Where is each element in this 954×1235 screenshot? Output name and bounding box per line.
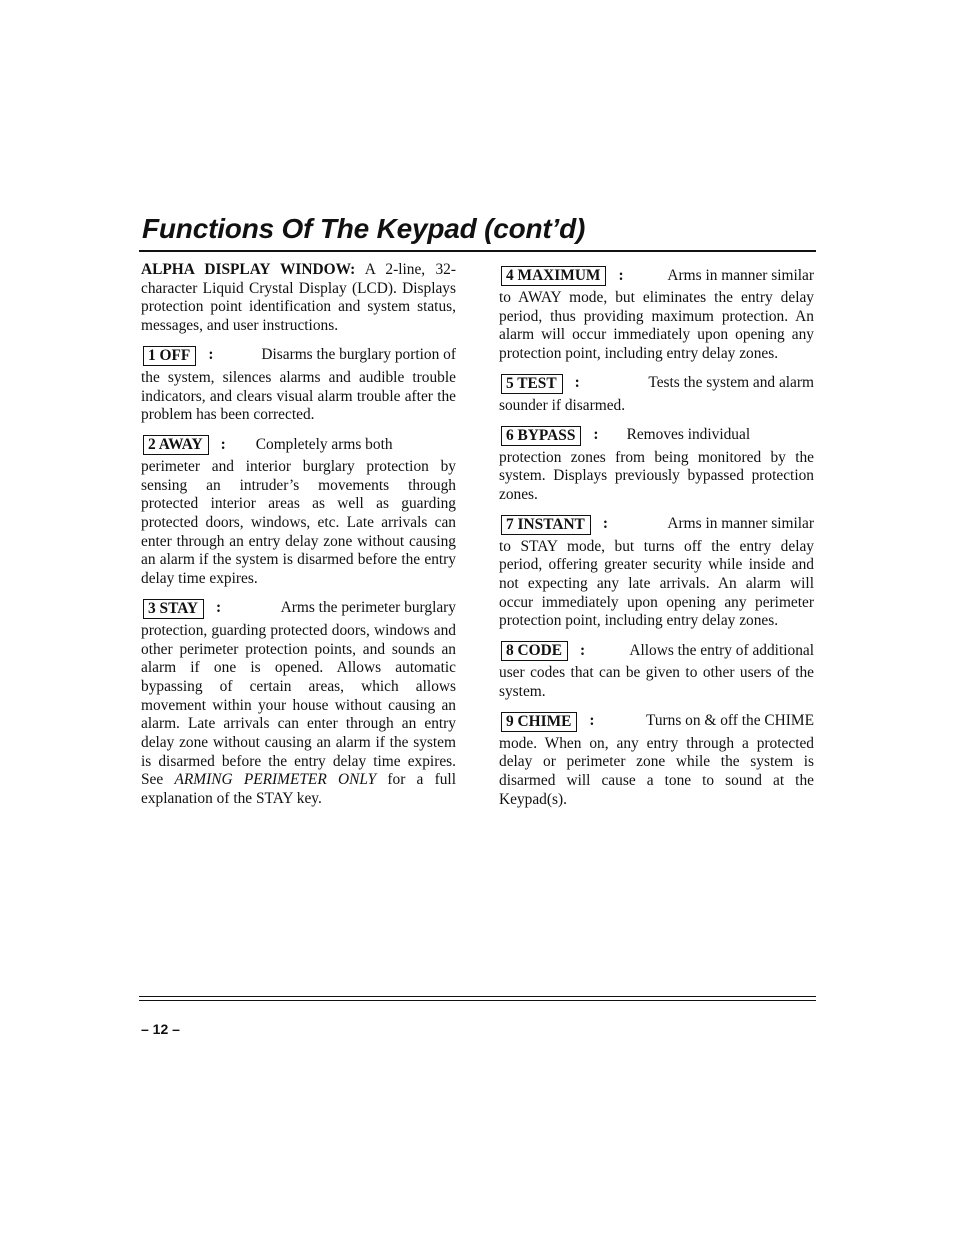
key-6-bypass-first-line: Removes individual	[626, 426, 751, 444]
key-entry-5-test	[499, 374, 814, 416]
key-2-away-description: perimeter and interior burglary protection by sensing an intruder’s movements through protected interior areas as well as guarding protected doors, windows, etc. Late arrivals can enter through an entry delay zone without causing an alarm if the system is disarmed before the entry delay time expires.	[141, 457, 456, 588]
key-6-bypass-description: protection zones from being monitored by the system. Displays previously bypassed protection zones.	[499, 448, 814, 503]
key-entry-9-chime	[499, 712, 814, 810]
key-8-code-first-line: Allows the entry of additional	[629, 641, 814, 659]
key-2-away-label: 2 AWAY	[143, 435, 209, 455]
key-9-chime-label: 9 CHIME	[501, 712, 577, 732]
key-4-maximum-first-line: Arms in manner similar	[667, 266, 814, 284]
right-column	[499, 266, 814, 819]
alpha-display-text: A 2-line, 32-character Liquid Crystal Display (LCD). Displays protection point identification and system status, messages, and user instructions.	[141, 261, 456, 335]
key-entry-8-code	[499, 641, 814, 701]
key-1-off-label: 1 OFF	[143, 346, 196, 366]
key-colon: :	[602, 515, 608, 533]
alpha-display-label: ALPHA DISPLAY WINDOW:	[141, 261, 356, 278]
key-5-test-label: 5 TEST	[501, 374, 563, 394]
key-8-code-label: 8 CODE	[501, 641, 568, 661]
key-4-maximum-label: 4 MAXIMUM	[501, 266, 606, 286]
key-7-instant-first-line: Arms in manner similar	[667, 515, 814, 533]
key-colon: :	[220, 435, 226, 453]
key-colon: :	[580, 641, 586, 659]
key-2-away-first-line: Completely arms both	[255, 435, 393, 453]
key-colon: :	[208, 346, 214, 364]
key-4-maximum-description: to AWAY mode, but eliminates the entry delay period, thus providing maximum protection. An alarm will occur immediately upon opening any protection point, including entry delay zones.	[499, 289, 814, 363]
key-colon: :	[574, 374, 580, 392]
key-3-stay-description: protection, guarding protected doors, windows and other perimeter protection points, and sounds an alarm if one is opened. Allows automatic bypassing of certain areas, which allows movement within your house without causing an alarm. Late arrivals can enter through an entry delay zone without causing an alarm if the system is disarmed before the entry delay time expires. See ARMING PERIMETER ONLY for a full explanation of the STAY key.	[141, 621, 456, 808]
arming-perimeter-only-reference: ARMING PERIMETER ONLY	[174, 771, 377, 789]
key-8-code-description: user codes that can be given to other users of the system.	[499, 664, 814, 700]
alpha-display-entry	[141, 261, 456, 336]
key-9-chime-first-line: Turns on & off the CHIME	[645, 712, 814, 730]
key-1-off-first-line: Disarms the burglary portion of	[261, 346, 456, 364]
key-entry-3-stay	[141, 599, 456, 809]
key-colon: :	[216, 599, 222, 617]
left-column	[141, 261, 456, 819]
key-entry-6-bypass	[499, 426, 814, 505]
key-7-instant-description: to STAY mode, but turns off the entry delay period, offering greater security while inside and not expecting any late arrivals. An alarm will occur immediately upon opening any perimeter protection point, including entry delay zones.	[499, 537, 814, 630]
title-divider	[139, 250, 816, 252]
key-colon: :	[593, 426, 599, 444]
key-1-off-description: the system, silences alarms and audible trouble indicators, and clears visual alarm trouble after the problem has been corrected.	[141, 368, 456, 424]
key-entry-4-maximum	[499, 266, 814, 364]
key-7-instant-label: 7 INSTANT	[501, 515, 591, 535]
key-9-chime-description: mode. When on, any entry through a protected delay or perimeter zone while the system is disarmed will cause a tone to sound at the Keypad(s).	[499, 734, 814, 808]
page-title: Functions Of The Keypad (cont’d)	[142, 213, 586, 244]
key-colon: :	[589, 712, 595, 730]
key-colon: :	[618, 266, 624, 284]
key-3-stay-first-line: Arms the perimeter burglary	[280, 599, 456, 617]
key-6-bypass-label: 6 BYPASS	[501, 426, 581, 446]
key-3-stay-label: 3 STAY	[143, 599, 204, 619]
key-5-test-description: sounder if disarmed.	[499, 396, 626, 414]
footer-divider	[139, 996, 816, 1001]
page-number: – 12 –	[141, 1021, 180, 1037]
key-entry-2-away	[141, 435, 456, 589]
key-entry-1-off	[141, 346, 456, 425]
key-5-test-first-line: Tests the system and alarm	[648, 374, 814, 392]
key-entry-7-instant	[499, 515, 814, 632]
